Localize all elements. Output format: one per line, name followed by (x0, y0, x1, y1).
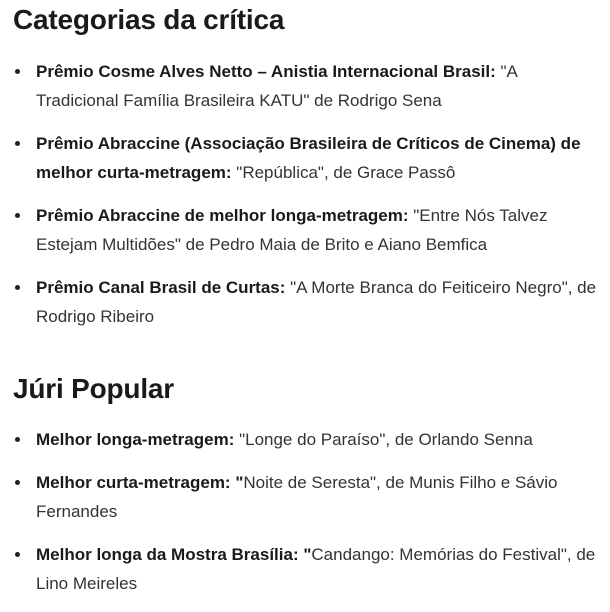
awards-list-critica (0, 57, 600, 345)
list-item (0, 540, 600, 598)
award-value: Candango: Memórias do Festival", de Lino Meireles (36, 545, 596, 593)
bullet-icon (15, 213, 20, 218)
awards-list-juri-popular (0, 425, 600, 612)
award-label: Melhor longa-metragem: (36, 430, 235, 449)
award-label: Prêmio Abraccine (Associação Brasileira de Críticos de Cinema) de melhor curta-metragem: (36, 134, 581, 182)
award-value: "República", de Grace Passô (231, 163, 456, 182)
award-label: Prêmio Abraccine de melhor longa-metragem: (36, 206, 409, 225)
list-item (0, 201, 600, 259)
award-value: Noite de Seresta", de Munis Filho e Sávio Fernandes (36, 473, 558, 521)
bullet-icon (15, 552, 20, 557)
award-label: Prêmio Cosme Alves Netto – Anistia Internacional Brasil: (36, 62, 496, 81)
list-item (0, 129, 600, 187)
bullet-icon (15, 69, 20, 74)
list-item (0, 468, 600, 526)
bullet-icon (15, 141, 20, 146)
bullet-icon (15, 437, 20, 442)
award-label: Prêmio Canal Brasil de Curtas: (36, 278, 286, 297)
list-item (0, 57, 600, 115)
list-item (0, 273, 600, 331)
section-heading-juri-popular: Júri Popular (13, 373, 174, 404)
bullet-icon (15, 285, 20, 290)
award-value: "Longe do Paraíso", de Orlando Senna (234, 430, 533, 449)
award-value: "Entre Nós Talvez Estejam Multidões" de Pedro Maia de Brito e Aiano Bemfica (36, 206, 548, 254)
section-heading-categorias: Categorias da crítica (13, 4, 285, 35)
bullet-icon (15, 480, 20, 485)
list-item (0, 425, 600, 454)
award-label: Melhor curta-metragem: " (36, 473, 244, 492)
award-value: "A Tradicional Família Brasileira KATU" de Rodrigo Sena (36, 62, 517, 110)
award-value: "A Morte Branca do Feiticeiro Negro", de Rodrigo Ribeiro (36, 278, 597, 326)
award-label: Melhor longa da Mostra Brasília: " (36, 545, 312, 564)
